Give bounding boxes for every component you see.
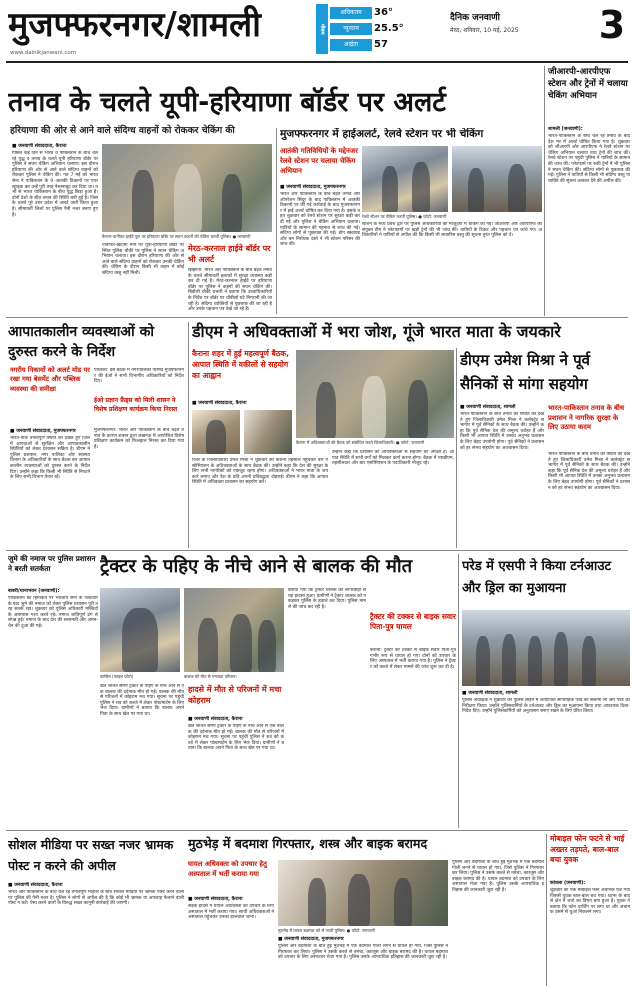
weather-max-label: अधिकतम (330, 7, 372, 19)
tractor-caption-right: बालक की मौत से गमजदा परिजन। (184, 674, 237, 679)
railway-body-right: स्टेशन के मध्य प्रवेश द्वार पर पुलिस अधिकारियों की मौजूदगी में चेकिंग की गई। जीआरपी और आरपीएफ की संयुक्त टीम ने प्लेटफार्मों पर खड़ी ट्रेनों की भी जांच की। यात्रियों के टिकट और पहचान पत्र जांचे गए। अधिकारियों ने यात्रियों से अपील की कि किसी भी लावारिस वस्तु की सूचना तुरंत पुलिस को दें। (362, 222, 542, 239)
mobile-body: शुक्रवार को एक मोबाइल फोन अचानक फट गया जिससे युवक बाल-बाल बच गया। घटना के बाद से क्षेत्र में चर्चा का विषय बना हुआ है। युवक ने बताया कि फोन चार्जिंग पर लगा था और अचानक उसमें से धुआं निकलने लगा। (550, 888, 630, 916)
emergency-body: भारत-पाक तनावपूर्ण स्थिति को देखते हुए जिले में आपदाओं से सुरक्षित और आपातकालीन स्थितियों को लेकर प्रशासन सक्रिय है। डीएम ने पुलिस प्रशासन, नगर पालिका और स्वास्थ्य विभाग के अधिकारियों के साथ बैठक कर आपातकालीन व्यवस्थाओं को दुरुस्त करने के निर्देश दिए। उन्होंने कहा कि किसी भी स्थिति से निपटने के लिए सभी विभाग तैयार रहें। (10, 436, 90, 481)
weather-humidity-value: 57 (374, 39, 388, 50)
dm-headline: डीएम ने अधिवक्ताओं में भरा जोश, गूंजे भारत माता के जयकारे (192, 322, 561, 341)
lead-headline: तनाव के चलते यूपी-हरियाणा बॉर्डर पर अलर्ट (8, 87, 446, 118)
lead-box-title: मेरठ-करनाल हाईवे बॉर्डर पर भी अलर्ट (188, 244, 271, 264)
tractor-body2: बताया गया कि ट्रैक्टर चालक की लापरवाही से यह हादसा हुआ। ग्रामीणों ने ट्रैक्टर चालक को पकड़कर पुलिस के हवाले कर दिया। पुलिस मामले की जांच कर रही है। (288, 588, 366, 610)
tractor-body: खेत जोतते समय ट्रैक्टर के पहिए के नीचे आने से एक बालक की दर्दनाक मौत हो गई। बालक की मौत से परिजनों में कोहराम मच गया। सूचना पर पहुंची पुलिस ने शव को कब्जे में लेकर पोस्टमार्टम के लिए भेज दिया। ग्रामीणों ने बताया कि बालक अपने पिता के साथ खेत पर गया था। (188, 724, 284, 752)
dm-body: जिले के जिलाधिकारी उमेश मिश्रा ने शुक्रवार को कैराना तहसील पहुंचकर बार एसोसिएशन के अधिवक्ताओं के साथ बैठक की। उन्होंने कहा कि देश की सुरक्षा के लिए सभी नागरिकों को एकजुट रहना होगा। अधिवक्ताओं ने भारत माता के जयकारे लगाए और देश के प्रति अपनी प्रतिबद्धता दोहराई। डीएम ने कहा कि आपात स्थिति में अधिवक्ता प्रशासन का सहयोग करें। (192, 458, 328, 486)
railway-photo-caption: रेलवे स्टेशन पर चेकिंग करती पुलिस। ● फोटो: जनवाणी (362, 214, 447, 219)
weather-row-humidity (330, 38, 414, 52)
arrest-headline: मुठभेड़ में बदमाश गिरफ्तार, शस्त्र और बाइक बरामद (188, 836, 428, 851)
arrest-body: पुलिस और बदमाशों के बीच हुई मुठभेड़ में एक बदमाश गोली लगने से घायल हो गया, जिसे पुलिस ने गिरफ्तार कर लिया। पुलिस ने उसके कब्जे से तमंचा, कारतूस और बाइक बरामद की है। घायल बदमाश को उपचार के लिए अस्पताल भेजा गया है। पुलिस उसके आपराधिक इतिहास की जानकारी जुटा रही है। (278, 944, 448, 961)
weather-row-max (330, 6, 414, 20)
arrest-photo (278, 860, 448, 926)
lead-subhead: हरियाणा की ओर से आने वाले संदिग्ध वाहनों को रोककर चेकिंग की (10, 125, 235, 136)
mobile-headline: मोबाइल फोन फटने से भाई अख्तर तड़पते, बाल-बाल बचा युवक (550, 834, 625, 865)
railway-sidebar-title: आतंकी गतिविधियों के मद्देनजर रेलवे स्टेशन पर चलाया चेकिंग अभियान (280, 147, 358, 175)
soldiers-body: भारत-पाकिस्तान के बीच तनाव की स्थिति को देखते हुए जिलाधिकारी उमेश मिश्रा ने कलेक्ट्रेट सभागार में पूर्व सैनिकों के साथ बैठक की। उन्होंने कहा कि पूर्व सैनिक देश की अमूल्य धरोहर हैं और किसी भी आपात स्थिति में उनका अनुभव प्रशासन के लिए बेहद उपयोगी होगा। पूर्व सैनिकों ने प्रशासन को हर संभव सहयोग का आश्वासन दिया। (460, 412, 544, 451)
injured-byline: ■ जनवाणी संवाददाता, कैराना (188, 897, 243, 902)
social-byline: ■ जनवाणी संवाददाता, कैराना (8, 883, 63, 888)
arrest-photo-caption: मुठभेड़ में घायल बदमाश को ले जाती पुलिस। ● फोटो: जनवाणी (278, 928, 375, 933)
emergency-headline: आपातकालीन व्यवस्थाओं को दुरुस्त करने के निर्देश (8, 324, 154, 360)
injured-headline: घायल अधिवक्ता को उपचार हेतु अस्पताल में भर्ती कराया गया (188, 860, 267, 878)
tractor-photo-family (184, 588, 284, 672)
arrest-byline: ■ जनवाणी संवाददाता, मुजफ्फरनगर (278, 937, 344, 942)
dm-photo-scales (244, 410, 292, 454)
weather-row-min (330, 22, 414, 36)
dm-byline: ■ जनवाणी संवाददाता, कैराना (192, 401, 247, 406)
namaz-byline: बाबरी/थानाभवन (जनवाणी): (8, 589, 60, 594)
railway-body: भारत और पाकिस्तान के बीच बढ़ते तनाव और ऑपरेशन सिंदूर के बाद पाकिस्तान में आतंकी ठिकानों पर की गई कार्रवाई के बाद मुजफ्फरनगर में हाई अलर्ट घोषित कर दिया गया है। इसके तहत शुक्रवार को रेलवे स्टेशन पर सुरक्षा कड़ी कर दी गई और पुलिस ने चेकिंग अभियान चलाया। यात्रियों के सामान की गहनता से जांच की गई। संदिग्ध लोगों से पूछताछ की गई। डॉग स्क्वायड और बम निरोधक दस्ते ने भी स्टेशन परिसर की जांच की। (280, 192, 360, 248)
dm-sub-title: कैराना शहर में हुई महत्वपूर्ण बैठक, आपात स्थिति में वकीलों से सहयोग का आह्वान (192, 349, 289, 380)
tractor-body-mid: खेत जोतते समय ट्रैक्टर के पहिए के नीचे आने से एक बालक की दर्दनाक मौत हो गई। बालक की मौत से परिजनों में कोहराम मच गया। सूचना पर पहुंची पुलिस ने शव को कब्जे में लेकर पोस्टमार्टम के लिए भेज दिया। ग्रामीणों ने बताया कि बालक अपने पिता के साथ खेत पर गया था। (100, 684, 184, 717)
tractor-side-body: कैराना: ट्रैक्टर की टक्कर से बाइक सवार पिता-पुत्र गंभीर रूप से घायल हो गए। दोनों को उपचार के लिए अस्पताल में भर्ती कराया गया है। पुलिस ने ट्रैक्टर को कब्जे में लेकर मामले की जांच शुरू कर दी है। (370, 648, 456, 670)
social-headline: सोशल मीडिया पर सख्त नजर भ्रामक पोस्ट न करने की अपील (8, 837, 174, 873)
lead-photo (102, 144, 272, 232)
lead-byline: ■ जनवाणी संवाददाता, कैराना (12, 144, 67, 149)
weather-label: मौसम (316, 4, 328, 54)
railway-photo-left (362, 146, 448, 212)
emergency-sub-body: मुजफ्फरनगर: भारत और पाकिस्तान के बीच बढ़ते तनाव के कारण शासन द्वारा लखनऊ में आयोजित विशेष प्रशिक्षण कार्यक्रम को फिलहाल निरस्त कर दिया गया है। (94, 428, 184, 450)
tractor-headline: ट्रैक्टर के पहिए के नीचे आने से बालक की मौत (100, 556, 413, 577)
weather-min-label: न्यूनतम (330, 23, 372, 35)
lead-photo-caption: कैराना-पानीपत हाईवे पुल पर हरियाणा बॉर्डर पर सघन वाहनों की चेकिंग करती पुलिस। ● जनवाणी (102, 234, 251, 239)
page-number: 3 (598, 3, 626, 47)
dm-photo-caption: कैराना में अधिवक्ताओं की बैठक को संबोधित करते जिलाधिकारी। ● फोटो: जनवाणी (296, 440, 425, 445)
emergency-byline: ■ जनवाणी संवाददाता, मुजफ्फरनगर (10, 429, 76, 434)
tractor-byline: ■ जनवाणी संवाददाता, कैराना (188, 717, 243, 722)
mobile-byline: कांधला (जनवाणी): (550, 881, 586, 886)
place-date: मेरठ, शनिवार, 10 मई, 2025 (450, 27, 519, 34)
website-url[interactable]: www.dainikjanwani.com (10, 50, 77, 56)
soldiers-side-body: भारत-पाकिस्तान के बीच तनाव की स्थिति को देखते हुए जिलाधिकारी उमेश मिश्रा ने कलेक्ट्रेट सभागार में पूर्व सैनिकों के साथ बैठक की। उन्होंने कहा कि पूर्व सैनिक देश की अमूल्य धरोहर हैं और किसी भी आपात स्थिति में उनका अनुभव प्रशासन के लिए बेहद उपयोगी होगा। पूर्व सैनिकों ने प्रशासन को हर संभव सहयोग का आश्वासन दिया। (548, 452, 630, 491)
railway-photo-right (452, 146, 542, 212)
namaz-headline: जुमे की नमाज पर पुलिस प्रशासन ने बरती सतर्कता (8, 554, 96, 573)
dm-body2: उन्होंने कहा कि प्रशासन को अधिवक्ताओं से सहयोग की अपेक्षा है। आपात स्थिति में सभी वर्गों को मिलकर कार्य करना होगा। बैठक में एसडीएम, तहसीलदार और बार एसोसिएशन के पदाधिकारी मौजूद रहे। (332, 450, 454, 467)
tractor-box-title: हादसे में मौत से परिजनों में मचा कोहराम (188, 685, 282, 705)
arrest-body-right: पुलिस और बदमाशों के बीच हुई मुठभेड़ में एक बदमाश गोली लगने से घायल हो गया, जिसे पुलिस ने गिरफ्तार कर लिया। पुलिस ने उसके कब्जे से तमंचा, कारतूस और बाइक बरामद की है। घायल बदमाश को उपचार के लिए अस्पताल भेजा गया है। पुलिस उसके आपराधिक इतिहास की जानकारी जुटा रही है। (452, 860, 544, 893)
parade-byline: ■ जनवाणी संवाददाता, शामली (462, 691, 518, 696)
parade-body: पुलिस अधीक्षक ने शुक्रवार को पुलिस लाइन में आयोजित साप्ताहिक परेड की सलामी ली और परेड का निरीक्षण किया। उन्होंने पुलिसकर्मियों के टर्नआउट और ड्रिल का मुआयना किया तथा आवश्यक दिशा-निर्देश दिए। उन्होंने पुलिसकर्मियों को अनुशासन बनाए रखने के लिए प्रेरित किया। (462, 698, 630, 715)
masthead (0, 0, 634, 62)
dm-photo-small (192, 410, 240, 454)
weather-max-value: 36° (374, 7, 393, 18)
parade-headline: परेड में एसपी ने किया टर्नआउट और ड्रिल का मुआयना (462, 559, 611, 596)
grp-headline: जीआरपी-आरपीएफ स्टेशन और ट्रेनों में चलाया चेकिंग अभियान (548, 67, 628, 101)
lead-body-col2: पानीपत-खटीमा मार्ग पर यूपी-हरियाणा बॉर्डर पर स्थित पुलिस चौकी पर पुलिस ने सघन चेकिंग अभियान चलाया। इस दौरान हरियाणा की ओर से आने वाले संदिग्ध वाहनों को रोककर उनकी चेकिंग की। चेकिंग के दौरान किसी भी वाहन में कोई संदिग्ध वस्तु नहीं मिली। (102, 243, 184, 276)
emergency-side-title: नगरीय निकायों को अलर्ट मोड पर रखा गया बेसमेंट और पब्लिक व्यवस्था की समीक्षा (10, 366, 90, 393)
paper-name: दैनिक जनवाणी (450, 13, 500, 22)
lead-body-col1: पिछले कई दिन से भारत व पाकिस्तान के बीच चल रहे युद्ध व तनाव के चलते यूपी हरियाणा बॉर्डर पर पुलिस ने सघन चेकिंग अभियान चलाया। इस दौरान हरियाणा की ओर से आने वाले संदिग्ध वाहनों को रोककर पुलिस ने चेकिंग की। गत 7 मई को भारत सेना ने पाकिस्तान के 9 आतंकी ठिकानों पर एयर स्ट्राइक कर उन्हें पूरी तरह नेस्तनाबूद कर दिया था। तभी से भारत पाकिस्तान के बीच युद्ध छिड़ा हुआ है। दोनों देशों के बीच तनाव की स्थिति बनी हुई है। जिसके चलते पूरे उत्तर प्रदेश में अलर्ट जारी किया हुआ है। सीमावर्ती जिलों पर पुलिस पैनी नजर बनाए हुए है। (12, 151, 98, 218)
parade-photo (462, 610, 630, 686)
railway-byline: ■ जनवाणी संवाददाता, मुजफ्फरनगर (280, 185, 346, 190)
weather-min-value: 25.5° (374, 23, 404, 34)
dm-photo-main (296, 350, 454, 438)
grp-body: भारत-पाकिस्तान के बीच चल रहे तनाव के बाद देश भर में अलर्ट घोषित किया गया है। शुक्रवार को जीआरपी और आरपीएफ ने रेलवे स्टेशन पर चेकिंग अभियान चलाया तथा ट्रेनों की जांच की। रेलवे स्टेशन पर पहुंची पुलिस ने यात्रियों के सामान की जांच की। प्लेटफार्म पर रुकी ट्रेनों में भी पुलिस ने सघन चेकिंग की। संदिग्ध लोगों से पूछताछ की गई। पुलिस ने यात्रियों से किसी भी संदिग्ध वस्तु या व्यक्ति की सूचना तत्काल देने की अपील की। (548, 134, 630, 184)
namaz-body: पाकिस्तान की हिमाकत पर भारतीय सेना के पलटवार के बाद जुमे की नमाज को लेकर पुलिस प्रशासन पूरी तरह सतर्क रहा। शुक्रवार को पुलिस अधिकारी मस्जिदों के आसपास गश्त करते रहे। नमाज शांतिपूर्ण ढंग से संपन्न हुई। नमाज के बाद देश की सलामती और अमन-चैन की दुआ की गई। (8, 596, 98, 629)
soldiers-side-title: भारत-पाकिस्तान तनाव के बीच प्रशासन ने नागरिक सुरक्षा के लिए उठाया कदम (548, 404, 625, 432)
grp-byline: शामली (जनवाणी): (548, 127, 583, 132)
tractor-photo-portrait (100, 588, 180, 672)
weather-box (316, 4, 416, 54)
emergency-sub-title: ईओ प्रज्ञान फ्रैंड्स को मिली शासन ने विशेष प्रशिक्षण कार्यक्रम किया निरस्त (94, 397, 178, 413)
emergency-body2: पालिका: इस बैठक में नगरपालिका परिषद मुजफ्फरनगर की ईओ ने सभी विभागीय अधिकारियों को निर्देश दिए। (94, 368, 184, 385)
social-body: भारत और पाकिस्तान के बीच चल रहे तनावपूर्ण माहौल के बीच सोशल मीडिया पर भ्रामक पोस्ट करने वालों पर पुलिस की पैनी नजर है। पुलिस ने लोगों से अपील की है कि कोई भी भ्रामक या अफवाह फैलाने वाली पोस्ट न करें। ऐसा करने वालों के विरुद्ध सख्त कानूनी कार्रवाई की जाएगी। (8, 890, 184, 907)
weather-humidity-label: आर्द्रता (330, 39, 372, 51)
tractor-side-title: ट्रैक्टर की टक्कर से बाइक सवार पिता-पुत्र घायल (370, 612, 456, 632)
lead-box-body: झिंझाना: भारत और पाकिस्तान के बीच बढ़ते तनाव के चलते सीमावर्ती इलाकों में सुरक्षा व्यवस्था कड़ी कर दी गई है। मेरठ-करनाल हाईवे पर हरियाणा बॉर्डर पर पुलिस ने वाहनों की सघन चेकिंग की। बिडौली चौकी प्रभारी ने बताया कि उच्चाधिकारियों के निर्देश पर बॉर्डर पर चौबीसों घंटे निगरानी की जा रही है। संदिग्ध व्यक्तियों से पूछताछ की जा रही है और उनके पहचान पत्र देखे जा रहे हैं। (188, 268, 272, 313)
soldiers-headline: डीएम उमेश मिश्रा ने पूर्व सैनिकों से मांगा सहयोग (460, 351, 590, 393)
railway-headline: मुजफ्फरनगर में हाईअलर्ट, रेलवे स्टेशन पर भी चेकिंग (280, 128, 484, 140)
masthead-title: मुजफ्फरनगर/शामली (8, 5, 261, 45)
tractor-caption-left: कासिम (फाइल फोटो) (100, 674, 134, 679)
injured-body: सड़क हादसे में घायल अधिवक्ता को उपचार के लिए अस्पताल में भर्ती कराया गया। साथी अधिवक्ताओं ने अस्पताल पहुंचकर उनका हालचाल जाना। (188, 904, 274, 921)
soldiers-byline: ■ जनवाणी संवाददाता, शामली (460, 405, 516, 410)
